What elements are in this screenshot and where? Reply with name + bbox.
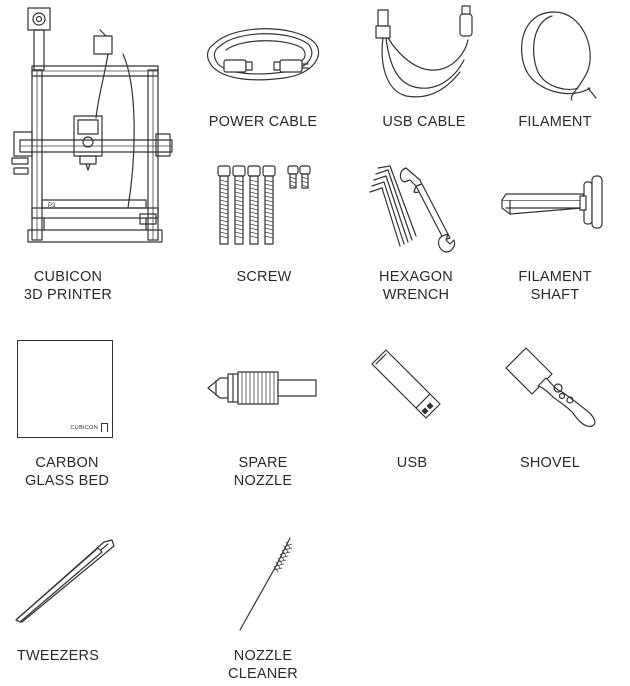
printer-illustration bbox=[8, 8, 168, 248]
label-screw: SCREW bbox=[236, 269, 292, 285]
usb-cable-illustration bbox=[376, 10, 476, 100]
usb-stick-illustration bbox=[368, 346, 452, 422]
label-spare-nozzle: SPARE NOZZLE bbox=[233, 455, 293, 489]
filament-illustration bbox=[512, 8, 602, 104]
label-usb-cable: USB CABLE bbox=[382, 114, 466, 130]
label-tweezers: TWEEZERS bbox=[16, 648, 100, 664]
label-3d-printer: CUBICON 3D PRINTER bbox=[23, 269, 113, 303]
label-nozzle-cleaner: NOZZLE CLEANER bbox=[228, 648, 298, 682]
svg-text:P3: P3 bbox=[48, 203, 56, 209]
label-filament-shaft: FILAMENT SHAFT bbox=[518, 269, 592, 303]
spare-nozzle-illustration bbox=[206, 366, 320, 410]
nozzle-cleaner-illustration bbox=[238, 536, 294, 632]
screw-illustration bbox=[214, 164, 314, 248]
cubicon-logo-mark bbox=[101, 423, 108, 432]
label-shovel: SHOVEL bbox=[519, 455, 581, 471]
hex-wrench-illustration bbox=[368, 164, 458, 254]
cubicon-logo: CUBICON bbox=[70, 425, 98, 431]
glass-bed-illustration bbox=[17, 340, 113, 438]
label-hex-wrench: HEXAGON WRENCH bbox=[379, 269, 453, 303]
filament-shaft-illustration bbox=[500, 174, 610, 234]
label-filament: FILAMENT bbox=[518, 114, 592, 130]
label-glass-bed: CARBON GLASS BED bbox=[25, 455, 109, 489]
tweezers-illustration bbox=[14, 538, 118, 624]
label-power-cable: POWER CABLE bbox=[208, 114, 318, 130]
power-cable-illustration bbox=[204, 24, 330, 86]
shovel-illustration bbox=[502, 344, 602, 428]
label-usb: USB bbox=[396, 455, 428, 471]
